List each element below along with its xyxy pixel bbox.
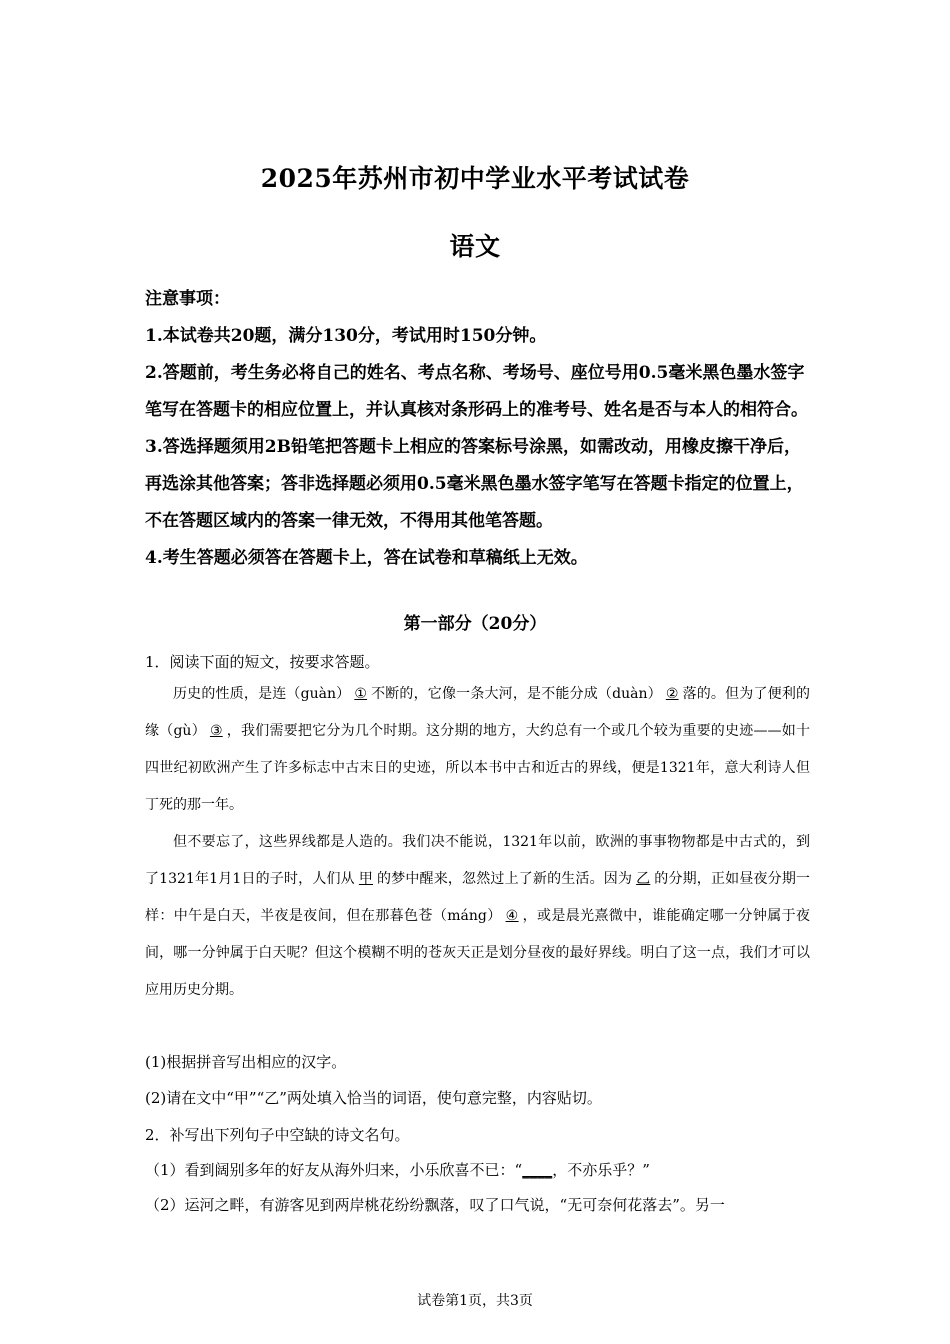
blank-2: ② [665, 686, 679, 702]
passage-text: ，或是晨光熹微中，谁能确定哪一分钟属于夜间，哪一分钟属于白天呢？但这个模糊不明的苍灰天正是划分昼夜的最好界线。明白了这一点，我们才可以应用历史分期。 [145, 908, 810, 998]
passage-text: 的梦中醒来，忽然过上了新的生活。因为 [377, 871, 633, 887]
passage-text: 落的。但为了便利的缘（gù） [145, 686, 810, 739]
reading-passage [145, 676, 810, 1009]
question-2-stem: 2．补写出下列句子中空缺的诗文名句。 [145, 1126, 410, 1144]
blank-1: ① [354, 686, 368, 702]
notice-section [145, 281, 815, 577]
passage-text: 不断的，它像一条大河，是不能分成（duàn） [371, 686, 662, 702]
blank-yi: 乙 [636, 871, 651, 887]
sentence-text: ，不亦乐乎？” [552, 1161, 650, 1179]
page-footer: 试卷第1页，共3页 [417, 1293, 533, 1309]
question-1-stem: 1．阅读下面的短文，按要求答题。 [145, 653, 380, 671]
blank-3: ③ [209, 723, 223, 739]
poem-blank: ____ [522, 1161, 553, 1179]
passage-paragraph-1 [145, 676, 810, 824]
blank-4: ④ [505, 908, 519, 924]
notice-item-3: 3.答选择题须用2B铅笔把答题卡上相应的答案标号涂黑，如需改动，用橡皮擦干净后，再选涂其他答案；答非选择题必须用0.5毫米黑色墨水签字笔写在答题卡指定的位置上，不在答题区域内的答案一律无效，不得用其他笔答题。 [145, 437, 804, 531]
exam-title: 2025年苏州市初中学业水平考试试卷 [260, 164, 690, 193]
question-2-sub-1 [145, 1159, 810, 1180]
question-1-sub-1: (1)根据拼音写出相应的汉字。 [145, 1053, 347, 1071]
question-2-sub-2: （2）运河之畔，有游客见到两岸桃花纷纷飘落，叹了口气说，“无可奈何花落去”。另一 [145, 1196, 725, 1214]
passage-paragraph-2 [145, 824, 810, 1009]
sentence-text: （1）看到阔别多年的好友从海外归来，小乐欣喜不已：“ [145, 1161, 523, 1179]
passage-text: ，我们需要把它分为几个时期。这分期的地方，大约总有一个或几个较为重要的史迹——如十四世纪初欧洲产生了许多标志中古末日的史迹，所以本书中古和近古的界线，便是1321年，意大利诗人但丁死的那一年。 [145, 723, 810, 813]
question-1-sub-2: (2)请在文中“甲”“乙”两处填入恰当的词语，使句意完整，内容贴切。 [145, 1089, 602, 1107]
notice-item-4: 4.考生答题必须答在答题卡上，答在试卷和草稿纸上无效。 [145, 548, 588, 568]
subject-title: 语文 [449, 232, 501, 261]
notice-heading: 注意事项： [145, 289, 230, 309]
passage-text: 的分期，正如昼夜分期一样：中午是白天，半夜是夜间，但在那暮色苍（máng） [145, 871, 811, 924]
blank-jia: 甲 [358, 871, 374, 887]
notice-item-2: 2.答题前，考生务必将自己的姓名、考点名称、考场号、座位号用0.5毫米黑色墨水签字笔写在答题卡的相应位置上，并认真核对条形码上的准考号、姓名是否与本人的相符合。 [145, 363, 808, 420]
passage-text: 但不要忘了，这些界线都是人造的。我们决不能说，1321年以前，欧洲的事事物物都是中古式的，到了1321年1月1日的子时，人们从 [145, 834, 810, 887]
passage-text: 历史的性质，是连（guàn） [173, 686, 351, 702]
notice-item-1: 1.本试卷共20题，满分130分，考试用时150分钟。 [145, 326, 547, 346]
part1-heading: 第一部分（20分） [403, 614, 547, 634]
